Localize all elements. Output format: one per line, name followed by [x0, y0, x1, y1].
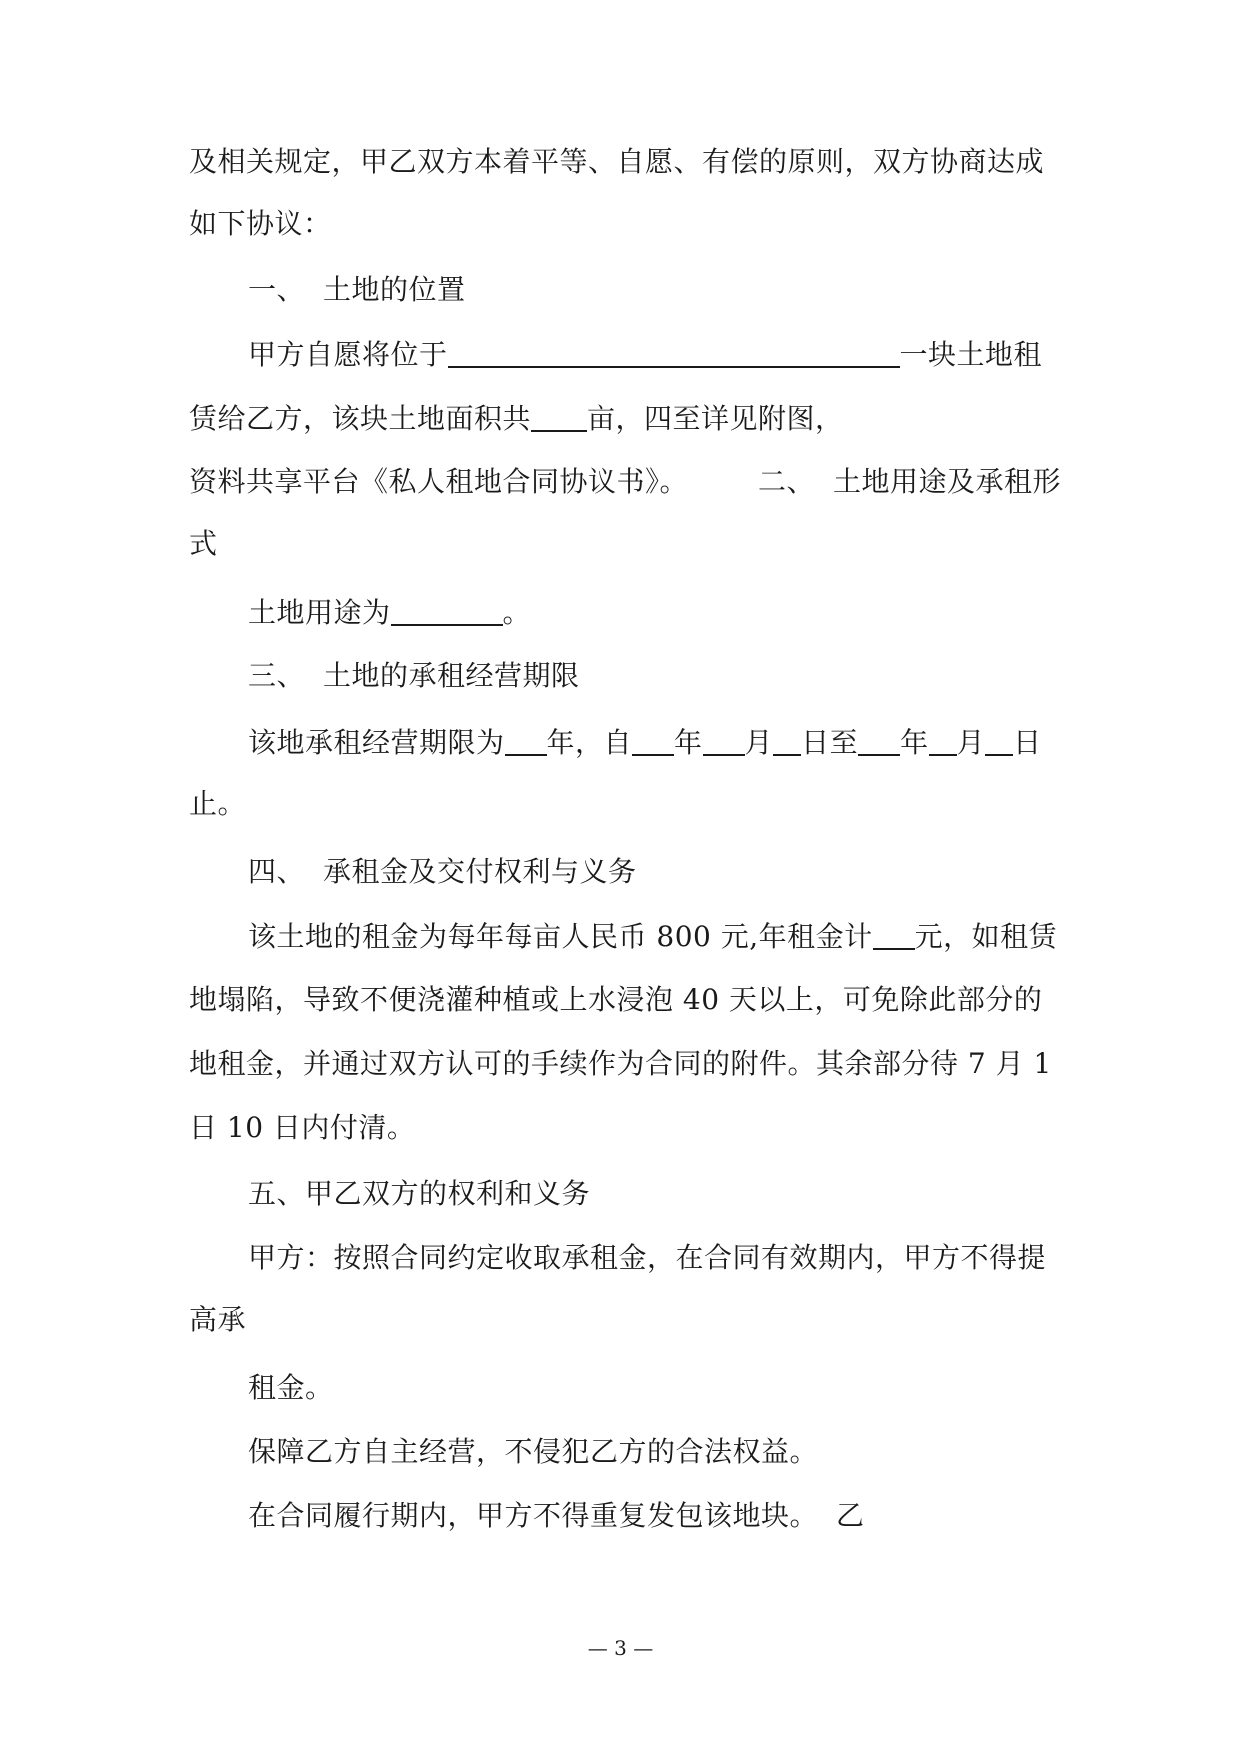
section-heading-4 — [248, 855, 637, 888]
text: 租金。 — [248, 1371, 334, 1404]
text: 。 — [502, 596, 532, 629]
page-number: — 3 — — [587, 1636, 654, 1660]
paragraph-line — [248, 922, 1057, 951]
heading-text: 五、甲乙双方的权利和义务 — [248, 1177, 591, 1210]
text: 式 — [189, 527, 218, 560]
end-month-blank — [929, 728, 957, 756]
section-heading-5 — [248, 1177, 591, 1210]
land-use-blank — [391, 598, 503, 626]
text: 年 — [674, 726, 703, 759]
heading-number: 一、 — [248, 273, 306, 306]
text: 该土地的租金为每年每亩人民币 800 元,年租金计 — [248, 920, 873, 953]
text: 该地承租经营期限为 — [248, 726, 505, 759]
text: 高承 — [189, 1303, 247, 1336]
heading-text: 土地用途及承租形 — [833, 465, 1062, 498]
paragraph-line — [189, 145, 1045, 178]
heading-number: 四、 — [248, 855, 306, 888]
paragraph-line — [248, 1371, 334, 1404]
paragraph-line — [189, 1047, 1052, 1080]
text: 月 — [956, 726, 986, 759]
paragraph-line — [248, 598, 531, 627]
text: 止。 — [189, 787, 247, 820]
text: 月 — [744, 726, 774, 759]
start-month-blank — [703, 728, 745, 756]
text: 甲方自愿将位于 — [248, 338, 448, 371]
text: 亩，四至详见附图， — [587, 402, 844, 435]
text: 年，自 — [546, 726, 633, 759]
paragraph-line — [189, 983, 1043, 1016]
paragraph-line — [189, 1111, 416, 1144]
text: 日 10 日内付清。 — [189, 1111, 416, 1144]
text: 地塌陷，导致不便浇灌种植或上水浸泡 40 天以上，可免除此部分的 — [189, 983, 1043, 1016]
text: 赁给乙方，该块土地面积共 — [189, 402, 532, 435]
heading-text: 土地的承租经营期限 — [323, 659, 580, 692]
annual-rent-blank — [873, 922, 915, 950]
text: 在合同履行期内，甲方不得重复发包该地块。 — [248, 1499, 819, 1532]
paragraph-line — [189, 1303, 247, 1336]
heading-text: 土地的位置 — [323, 273, 466, 306]
text: 乙 — [836, 1499, 865, 1532]
text: 甲方：按照合同约定收取承租金，在合同有效期内，甲方不得提 — [248, 1241, 1047, 1274]
section-heading-1 — [248, 273, 466, 306]
text: 土地用途为 — [248, 596, 391, 629]
text: 资料共享平台《私人租地合同协议书》。 — [189, 465, 689, 498]
paragraph-line — [248, 1435, 819, 1468]
start-day-blank — [773, 728, 801, 756]
paragraph-line — [189, 404, 844, 433]
text: 元，如租赁 — [914, 920, 1058, 953]
text: 如下协议： — [189, 207, 332, 240]
start-year-blank — [632, 728, 674, 756]
paragraph-line — [189, 465, 1062, 498]
heading-number: 二、 — [758, 465, 816, 498]
paragraph-line — [248, 1499, 865, 1532]
paragraph-line — [189, 527, 218, 560]
text: 保障乙方自主经营，不侵犯乙方的合法权益。 — [248, 1435, 819, 1468]
area-blank — [531, 404, 587, 432]
end-year-blank — [858, 728, 900, 756]
text: 日至 — [801, 726, 859, 759]
paragraph-line — [248, 340, 1042, 369]
paragraph-line — [189, 207, 332, 240]
term-years-blank — [505, 728, 547, 756]
end-day-blank — [985, 728, 1013, 756]
text: 年 — [900, 726, 929, 759]
text: 日 — [1013, 726, 1042, 759]
paragraph-line — [248, 728, 1042, 757]
section-heading-3 — [248, 659, 580, 692]
paragraph-line — [189, 787, 247, 820]
location-blank — [448, 340, 900, 368]
text: 一块土地租 — [899, 338, 1043, 371]
text: 及相关规定，甲乙双方本着平等、自愿、有偿的原则，双方协商达成 — [189, 145, 1045, 178]
heading-text: 承租金及交付权利与义务 — [323, 855, 637, 888]
text: 地租金，并通过双方认可的手续作为合同的附件。其余部分待 7 月 1 — [189, 1047, 1052, 1080]
heading-number: 三、 — [248, 659, 306, 692]
paragraph-line — [248, 1241, 1047, 1274]
